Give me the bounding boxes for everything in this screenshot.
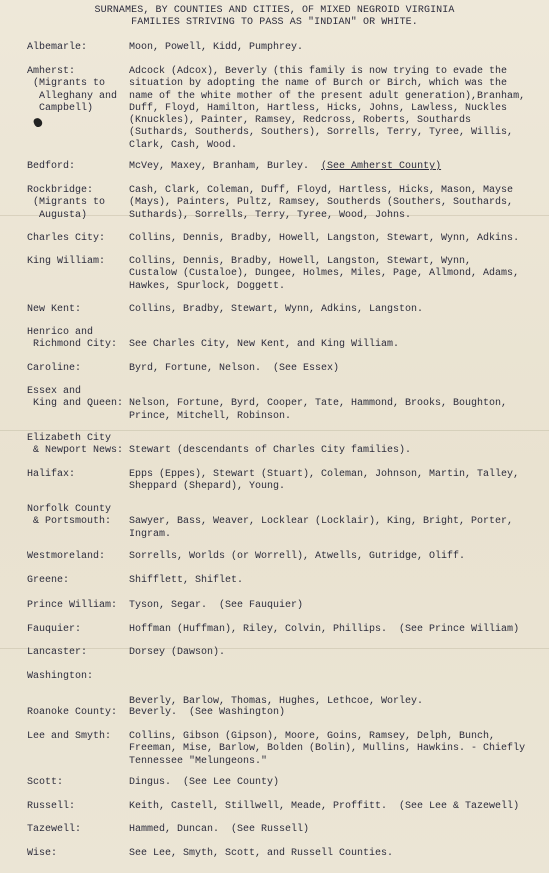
county-label: Russell: (27, 801, 76, 812)
document-title-line-1: SURNAMES, BY COUNTIES AND CITIES, OF MIXED NEGROID VIRGINIA (94, 5, 455, 16)
county-label: Greene: (27, 575, 70, 586)
county-label: Lee and Smyth: (27, 731, 112, 742)
surname-list: Hoffman (Huffman), Riley, Colvin, Phillips. (See Prince William) (129, 624, 520, 635)
county-label: Norfolk County & Portsmouth: (27, 504, 112, 528)
county-label: Amherst: (Migrants to Alleghany and Campbell) (27, 66, 118, 114)
surname-list: Collins, Dennis, Bradby, Howell, Langston, Stewart, Wynn, Custalow (Custaloe), Dungee, Holmes, Miles, Page, Allmond, Adams, Hawkes, Spurlock, Doggett. (129, 256, 520, 292)
county-label: Roanoke County: (27, 707, 118, 718)
surname-list: Byrd, Fortune, Nelson. (See Essex) (129, 363, 340, 374)
surname-list: Nelson, Fortune, Byrd, Cooper, Tate, Hammond, Brooks, Boughton, Prince, Mitchell, Robinson. (129, 398, 508, 422)
county-label: Tazewell: (27, 824, 82, 835)
county-label: Halifax: (27, 469, 76, 480)
surname-list: Collins, Gibson (Gipson), Moore, Goins, Ramsey, Delph, Bunch, Freeman, Mise, Barlow, Bolden (Bolin), Mullins, Hawkins. - Chiefly Tennessee "Melungeons." (129, 731, 526, 767)
surname-list: Dorsey (Dawson). (129, 647, 226, 658)
county-label: Rockbridge: (Migrants to Augusta) (27, 185, 106, 221)
surname-list: See Lee, Smyth, Scott, and Russell Counties. (129, 848, 394, 859)
surname-list: Moon, Powell, Kidd, Pumphrey. (129, 42, 304, 53)
county-label: Caroline: (27, 363, 82, 374)
surname-list: Beverly. (See Washington) (129, 707, 286, 718)
county-label: Charles City: (27, 233, 106, 244)
county-label: Essex and King and Queen: (27, 386, 124, 410)
surname-list: Shifflett, Shiflet. (129, 575, 244, 586)
surname-text: McVey, Maxey, Branham, Burley. (129, 161, 310, 172)
surname-list: Hammed, Duncan. (See Russell) (129, 824, 310, 835)
county-label: Henrico and Richmond City: (27, 327, 118, 351)
surname-list: Sorrells, Worlds (or Worrell), Atwells, Gutridge, Oliff. (129, 551, 466, 562)
county-label: Washington: (27, 671, 94, 682)
surname-list: See Charles City, New Kent, and King William. (129, 339, 400, 351)
surname-list: Adcock (Adcox), Beverly (this family is now trying to evade the situation by adopting the name of Burch or Birch, which was the name of the white mother of the present adult generation),Branham, Duff, Floyd, Hamilton, Hartless, Hicks, Johns, Lawless, Nuckles (Knuckles), Painter, Ramsey, Redcross, Roberts, Southards (Suthards, Southerds, Southers), Sorrells, Terry, Tyree, Willis, Clark, Cash, Wood. (129, 66, 526, 151)
ink-blot-mark (33, 117, 44, 128)
county-label: Wise: (27, 848, 58, 859)
surname-list: Collins, Bradby, Stewart, Wynn, Adkins, Langston. (129, 304, 424, 315)
see-reference: (See Amherst County) (321, 161, 442, 172)
surname-list: Collins, Dennis, Bradby, Howell, Langston, Stewart, Wynn, Adkins. (129, 233, 520, 244)
surname-list: Beverly, Barlow, Thomas, Hughes, Lethcoe, Worley. (129, 695, 424, 707)
fold-line (0, 430, 549, 431)
county-label: Prince William: (27, 600, 118, 611)
county-label: New Kent: (27, 304, 82, 315)
county-label: Lancaster: (27, 647, 88, 658)
surname-list: Cash, Clark, Coleman, Duff, Floyd, Hartless, Hicks, Mason, Mayse (Mays), Painters, Pultz, Ramsey, Southerds (Southers, Southards, Suthards), Sorrells, Terry, Tyree, Wood, Johns. (129, 185, 514, 221)
county-label: Albemarle: (27, 42, 88, 53)
county-label: Fauquier: (27, 624, 82, 635)
surname-list (129, 161, 545, 173)
document-title-line-2: FAMILIES STRIVING TO PASS AS "INDIAN" OR WHITE. (131, 17, 418, 28)
county-label: King William: (27, 256, 106, 267)
surname-list: Sawyer, Bass, Weaver, Locklear (Locklair), King, Bright, Porter, Ingram. (129, 516, 514, 540)
county-label: Elizabeth City & Newport News: (27, 433, 124, 457)
surname-list: Tyson, Segar. (See Fauquier) (129, 600, 304, 611)
surname-list: Epps (Eppes), Stewart (Stuart), Coleman, Johnson, Martin, Talley, Sheppard (Shepard), Young. (129, 469, 520, 493)
surname-list: Keith, Castell, Stillwell, Meade, Proffitt. (See Lee & Tazewell) (129, 801, 520, 812)
surname-list: Dingus. (See Lee County) (129, 777, 280, 788)
surname-list: Stewart (descendants of Charles City families). (129, 445, 412, 457)
county-label: Bedford: (27, 161, 76, 172)
county-label: Scott: (27, 777, 64, 788)
county-label: Westmoreland: (27, 551, 106, 562)
